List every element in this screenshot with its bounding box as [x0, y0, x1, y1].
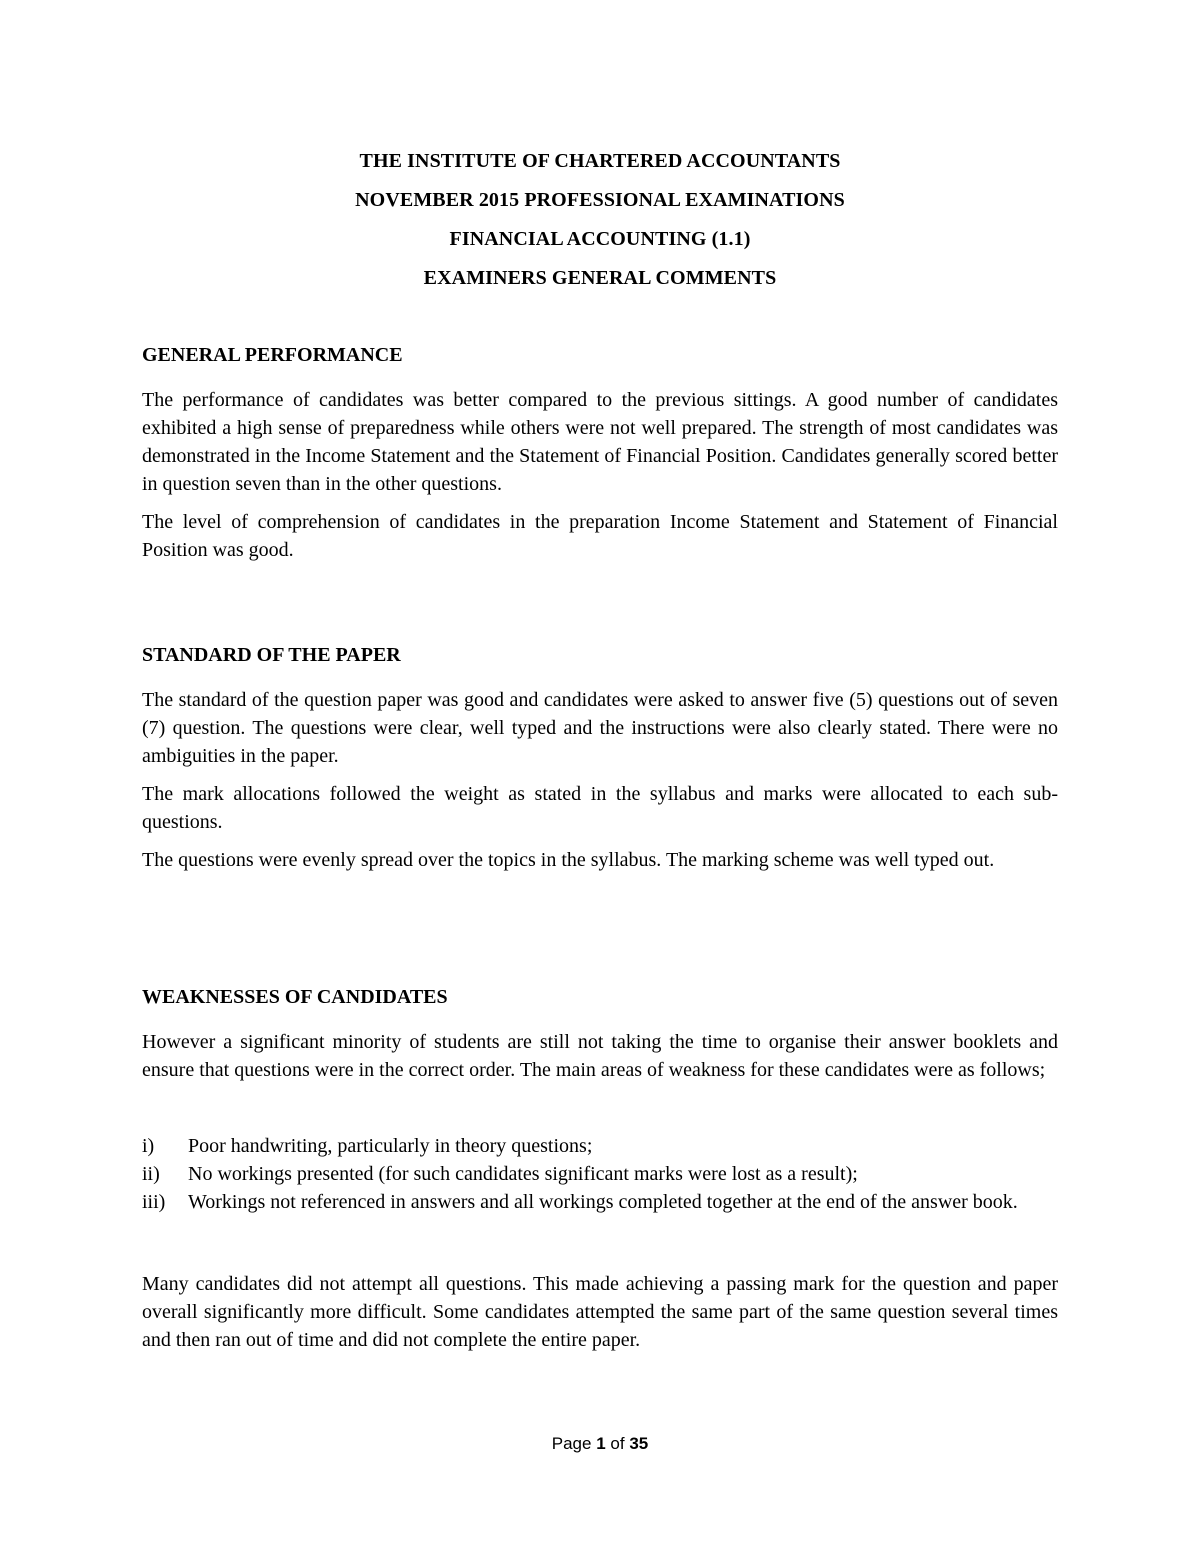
- weaknesses-para-2: Many candidates did not attempt all questions. This made achieving a passing mark for the question and paper overall significantly more difficult. Some candidates attempted the same part of the same question several times and then ran out of time and did not complete the entire paper.: [142, 1273, 1058, 1351]
- exam-session: NOVEMBER 2015 PROFESSIONAL EXAMINATIONS: [355, 189, 845, 211]
- current-page-number: 1: [596, 1434, 606, 1453]
- total-page-count: 35: [629, 1434, 649, 1453]
- list-item: [142, 1188, 1058, 1216]
- general-performance-heading: GENERAL PERFORMANCE: [142, 344, 403, 366]
- standard-of-paper-section: [142, 641, 1058, 874]
- list-item-text: Poor handwriting, particularly in theory questions;: [188, 1135, 593, 1157]
- standard-of-paper-para-2: The mark allocations followed the weight as stated in the syllabus and marks were allocated to each sub-questions.: [142, 783, 1058, 833]
- general-performance-para-2: The level of comprehension of candidates in the preparation Income Statement and Statement of Financial Position was good.: [142, 511, 1058, 561]
- list-item: [142, 1160, 1058, 1188]
- list-item-number: iii): [142, 1191, 166, 1213]
- list-item: [142, 1132, 1058, 1160]
- list-item-text: Workings not referenced in answers and all workings completed together at the end of the answer book.: [188, 1191, 1018, 1213]
- weaknesses-section: [142, 983, 1058, 1084]
- report-title: EXAMINERS GENERAL COMMENTS: [423, 267, 777, 289]
- institute-name: THE INSTITUTE OF CHARTERED ACCOUNTANTS: [359, 150, 841, 172]
- list-item-number: ii): [142, 1163, 160, 1185]
- weaknesses-heading: WEAKNESSES OF CANDIDATES: [142, 986, 448, 1008]
- page-label: Page: [551, 1434, 592, 1453]
- weaknesses-closing: [142, 1270, 1058, 1354]
- general-performance-para-1: The performance of candidates was better compared to the previous sittings. A good number of candidates exhibited a high sense of preparedness while others were not well prepared. The strength of most candidates was demonstrated in the Income Statement and the Statement of Financial Position. Candidates generally scored better in question seven than in the other questions.: [142, 389, 1058, 495]
- weaknesses-para-1: However a significant minority of students are still not taking the time to organise their answer booklets and ensure that questions were in the correct order. The main areas of weakness for these candidates were as follows;: [142, 1031, 1058, 1081]
- standard-of-paper-para-1: The standard of the question paper was good and candidates were asked to answer five (5) questions out of seven (7) question. The questions were clear, well typed and the instructions were also clearly stated. There were no ambiguities in the paper.: [142, 689, 1058, 767]
- page-of-label: of: [610, 1434, 625, 1453]
- standard-of-paper-heading: STANDARD OF THE PAPER: [142, 644, 401, 666]
- standard-of-paper-para-3: The questions were evenly spread over the topics in the syllabus. The marking scheme was well typed out.: [142, 849, 995, 871]
- list-item-text: No workings presented (for such candidates significant marks were lost as a result);: [188, 1163, 858, 1185]
- document-title-block: [0, 142, 1200, 298]
- page-footer: [0, 1432, 1200, 1456]
- general-performance-section: [142, 341, 1058, 564]
- weaknesses-list: [142, 1132, 1058, 1216]
- subject-title: FINANCIAL ACCOUNTING (1.1): [449, 228, 751, 250]
- list-item-number: i): [142, 1135, 155, 1157]
